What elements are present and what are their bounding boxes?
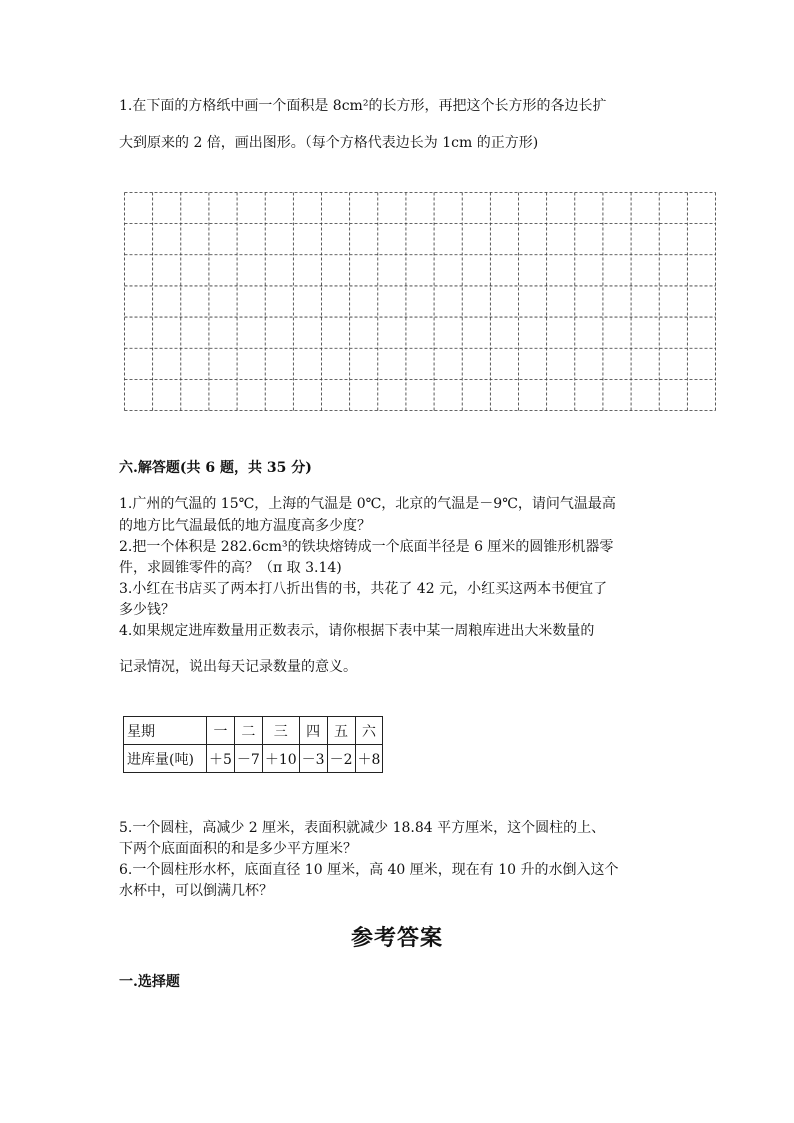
s6-q1-line-2: 的地方比气温最低的地方温度高多少度？ [119,518,371,534]
s6-q3-line-2: 多少钱？ [119,602,175,618]
answer-key-title: 参考答案 [350,925,443,951]
s6-q2-line-1: 2.把一个体积是 282.6cm³的铁块熔铸成一个底面半径是 6 厘米的圆锥形机器零 [119,539,614,555]
table-value-4: －3 [299,745,327,773]
table-day-5: 五 [327,717,355,745]
s6-q6-line-2: 水杯中，可以倒满几杯？ [119,883,273,899]
table-day-4: 四 [299,717,327,745]
table-header-label: 星期 [124,717,207,745]
table-value-5: －2 [327,745,355,773]
s6-q2-line-2: 件，求圆锥零件的高？（π 取 3.14) [119,560,342,576]
table-day-2: 二 [234,717,262,745]
table-day-1: 一 [207,717,235,745]
s6-q5-line-1: 5.一个圆柱，高减少 2 厘米，表面积就减少 18.84 平方厘米，这个圆柱的上、 [119,820,606,836]
table-row-label: 进库量(吨) [124,745,207,773]
q1-line-1: 1.在下面的方格纸中画一个面积是 8cm²的长方形，再把这个长方形的各边长扩 [119,98,607,114]
table-day-6: 六 [355,717,383,745]
s6-q4-line-1: 4.如果规定进库数量用正数表示，请你根据下表中某一周粮库进出大米数量的 [119,623,595,639]
s6-q1-line-1: 1.广州的气温的 15℃，上海的气温是 0℃，北京的气温是－9℃，请问气温最高 [119,496,616,512]
answer-section-1-title: 一.选择题 [119,974,180,990]
table-value-6: ＋8 [355,745,383,773]
section-6-title: 六.解答题(共 6 题，共 35 分) [119,460,312,476]
table-value-row [124,745,383,773]
table-header-row [124,717,383,745]
graph-paper-grid [124,192,716,412]
grain-record-table [123,716,383,773]
s6-q5-line-2: 下两个底面面积的和是多少平方厘米？ [119,841,357,857]
s6-q4-line-2: 记录情况，说出每天记录数量的意义。 [119,659,357,675]
q1-line-2: 大到原来的 2 倍，画出图形。（每个方格代表边长为 1cm 的正方形) [119,135,539,151]
table-day-3: 三 [262,717,299,745]
table-value-3: ＋10 [262,745,299,773]
s6-q6-line-1: 6.一个圆柱形水杯，底面直径 10 厘米，高 40 厘米，现在有 10 升的水倒入这个 [119,862,619,878]
table-value-2: －7 [234,745,262,773]
table-value-1: ＋5 [207,745,235,773]
s6-q3-line-1: 3.小红在书店买了两本打八折出售的书，共花了 42 元，小红买这两本书便宜了 [119,581,608,597]
